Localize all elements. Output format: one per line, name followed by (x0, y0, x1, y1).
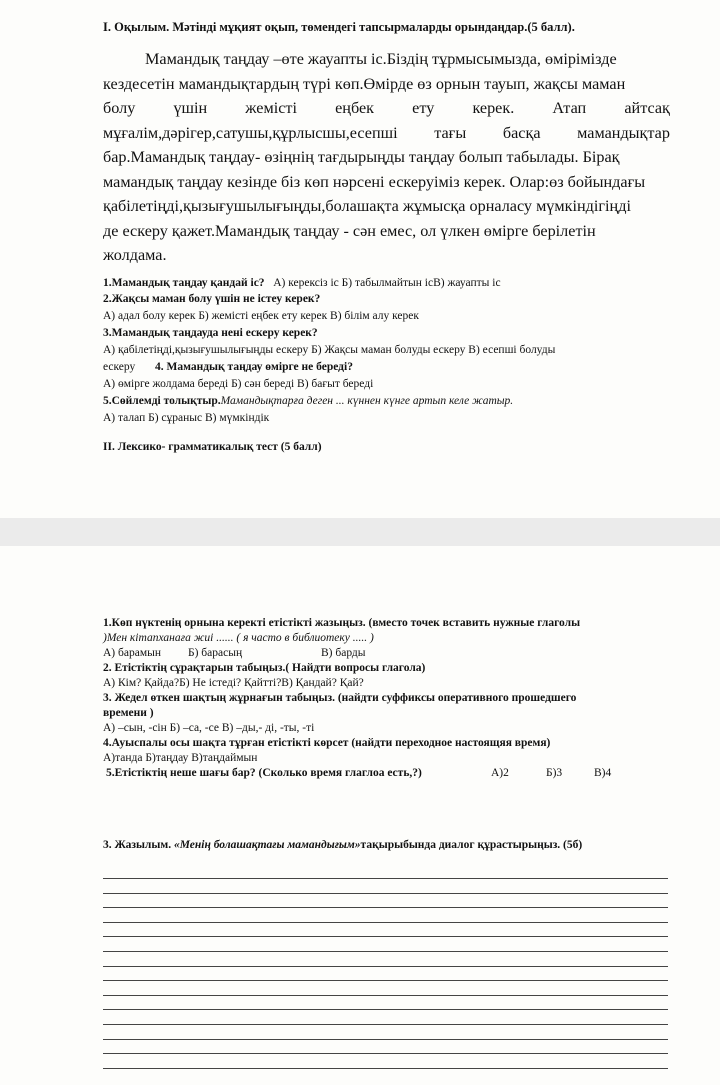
passage-text: жолдама. (103, 246, 167, 264)
test-5-title: 5.Етістіктің неше шағы бар? (Сколько время глаглоа есть,?) (106, 767, 422, 779)
answer-line[interactable] (103, 893, 668, 894)
test-5 (106, 766, 626, 782)
answer-line[interactable] (103, 936, 668, 937)
passage-line (103, 121, 670, 146)
question-5-options: А) талап Б) сұраныс В) мүмкіндік (103, 412, 270, 424)
answer-line[interactable] (103, 1053, 668, 1054)
test-1-option-c: В) барды (321, 647, 366, 659)
test-1-option-a: А) барамын (103, 647, 161, 659)
worksheet-page-1 (0, 0, 720, 518)
passage-line (103, 47, 670, 72)
passage-line (103, 194, 670, 219)
passage-text: де ескеру қажет.Мамандық таңдау - сән емес, ол үлкен өмірге берілетін (103, 221, 596, 240)
test-5-option-a: А)2 (491, 767, 509, 779)
test-2-title: 2. Етістіктің сұрақтарын табыңыз.( Найдти вопросы глагола) (103, 662, 426, 674)
test-1-sentence: )Мен кітапханаға жиі ...... ( я часто в библиотеку ..... ) (103, 632, 374, 644)
question-1-options: А) керексіз іс Б) табылмайтын ісВ) жауапты іс (273, 277, 501, 289)
question-1 (103, 276, 501, 292)
question-5-title: 5.Сөйлемді толықтыр. (103, 395, 221, 407)
passage-text: мұғалім,дәрігер,сатушы,құрлысшы,есепші (103, 123, 398, 142)
passage-text: кездесетін мамандықтардың түрі көп.Өмірде өз орнын тауып, жақсы маман (103, 74, 626, 93)
question-3-options-line2: ескеру (103, 361, 136, 373)
question-3-options-cont (103, 360, 353, 376)
passage-line (103, 170, 670, 195)
test-5-option-c: В)4 (594, 767, 612, 779)
passage-text: айтсақ (624, 99, 670, 117)
passage-text: үшін (173, 99, 208, 117)
answer-line[interactable] (103, 966, 668, 967)
answer-line[interactable] (103, 1009, 668, 1010)
passage-text: еңбек (335, 99, 375, 117)
writing-task-instruction: тақырыбында диалог құрастырыңыз. (5б) (360, 839, 583, 851)
question-5 (103, 394, 513, 410)
answer-line[interactable] (103, 1068, 668, 1069)
writing-task-topic: «Менің болашақтағы мамандығым» (173, 839, 361, 851)
question-3-options: А) қабілетіңді,қызығушылығыңды ескеру Б) Жақсы маман болуды ескеру В) есепші болуды (103, 344, 556, 356)
test-3-title-cont: времени ) (103, 707, 154, 719)
question-5-sentence: Мамандықтарға деген ... күннен күнге артып келе жатыр. (220, 395, 514, 407)
answer-line[interactable] (103, 1039, 668, 1040)
test-4-options: А)танда Б)таңдау В)таңдаймын (103, 752, 258, 764)
passage-text: жемісті (245, 99, 297, 117)
test-1-option-b: Б) барасың (188, 647, 243, 659)
worksheet-page-2 (0, 546, 720, 1085)
question-3-title: 3.Мамандық таңдауда нені ескеру керек? (103, 327, 318, 339)
passage-text: болу (103, 99, 136, 117)
test-5-option-b: Б)3 (546, 767, 563, 779)
question-2-title: 2.Жақсы маман болу үшін не істеу керек? (103, 293, 321, 305)
question-2-options: А) адал болу керек Б) жемісті еңбек ету керек В) білім алу керек (103, 310, 419, 322)
test-1-title: 1.Көп нүктенің орнына керекті етістікті жазыңыз. (вместо точек вставить нужные глаголы (103, 617, 581, 629)
passage-line (103, 219, 670, 244)
passage-text: ету (412, 99, 435, 117)
question-1-title: 1.Мамандық таңдау қандай іс? (103, 277, 265, 289)
test-4-title: 4.Ауыспалы осы шақта тұрған етістікті көрсет (найдти переходное настоящяя время) (103, 737, 551, 749)
passage-line (103, 72, 670, 97)
test-3-options: А) –сын, -сін Б) –са, -се В) –ды,- ді, -ты, -ті (103, 722, 315, 734)
passage-line (103, 145, 670, 170)
answer-line[interactable] (103, 980, 668, 981)
passage-text: мамандық таңдау кезінде біз көп нәрсені ескеруіміз керек. Олар:өз бойындағы (103, 172, 646, 191)
question-4-title: 4. Мамандық таңдау өмірге не береді? (155, 361, 353, 373)
answer-line[interactable] (103, 995, 668, 996)
passage-text: тағы (434, 123, 467, 142)
test-2-options: А) Кім? Қайда?Б) Не істеді? Қайтті?В) Қандай? Қай? (103, 677, 364, 689)
passage-text: Атап (552, 99, 587, 117)
test-3-title: 3. Жедел өткен шақтың жұрнағын табыңыз. (найдти суффиксы оперативного прошедшего (103, 692, 577, 704)
passage-text: қабілетіңді,қызығушылығыңды,болашақта жұмысқа орналасу мүмкіндігіңді (103, 197, 631, 215)
question-4-options: А) өмірге жолдама береді Б) сән береді В) бағыт береді (103, 378, 374, 390)
writing-task-label: 3. Жазылым. (103, 839, 174, 851)
passage-text: керек. (472, 99, 515, 117)
reading-section-heading: I. Оқылым. Мәтінді мұқият оқып, төмендегі тапсырмаларды орындаңдар.(5 балл). (103, 20, 575, 34)
passage-text: бар.Мамандық таңдау- өзіңнің тағдырыңды таңдау болып табылады. Бірақ (103, 148, 620, 166)
passage-text: мамандықтар (577, 123, 670, 142)
reading-passage (103, 47, 670, 268)
answer-line[interactable] (103, 922, 668, 923)
answer-line[interactable] (103, 951, 668, 952)
grammar-section-heading: II. Лексико- грамматикалық тест (5 балл) (103, 441, 322, 453)
answer-line[interactable] (103, 1024, 668, 1025)
passage-text: Мамандық таңдау –өте жауапты іс.Біздің тұрмысымызда, өмірімізде (145, 50, 617, 68)
passage-text: басқа (502, 123, 541, 142)
answer-line[interactable] (103, 907, 668, 908)
passage-line (103, 96, 670, 121)
writing-task (103, 838, 582, 854)
passage-line (103, 243, 670, 268)
answer-line[interactable] (103, 878, 668, 879)
